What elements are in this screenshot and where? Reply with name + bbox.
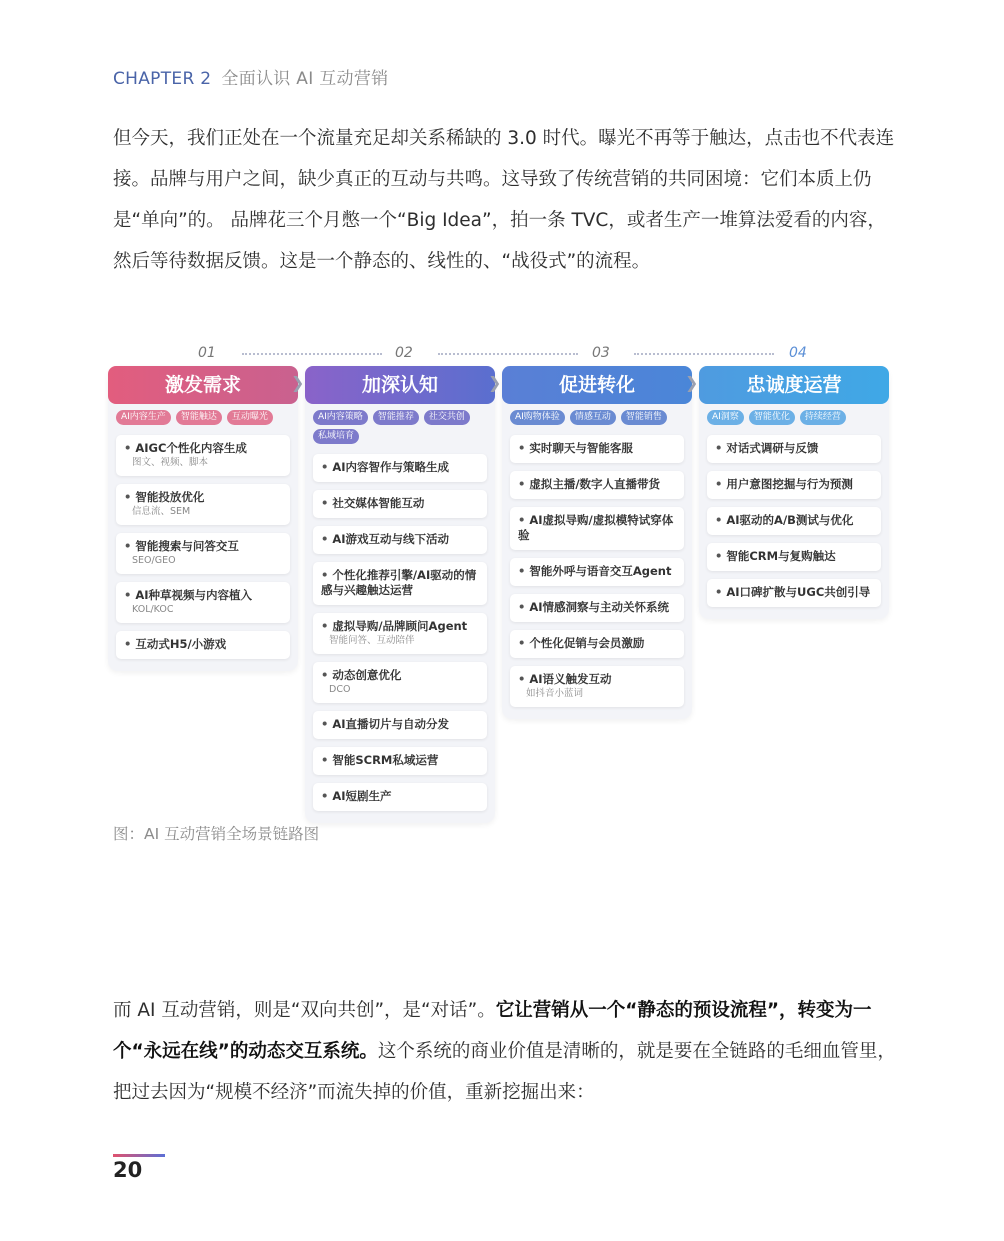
stage-column (305, 340, 495, 823)
stage-item (510, 435, 684, 463)
stage-panel (502, 366, 692, 719)
stage-item (313, 454, 487, 482)
chapter-label: CHAPTER 2 (113, 69, 212, 89)
stage-item-title: • 智能投放优化 (124, 490, 282, 505)
stage-item (116, 582, 290, 623)
stage-item (707, 543, 881, 571)
stage-item (510, 558, 684, 586)
stage-item-title: • 动态创意优化 (321, 668, 479, 683)
stage-item (313, 490, 487, 518)
stage-tags (116, 404, 290, 427)
stage-item-title: • AI口碑扩散与UGC共创引导 (715, 585, 873, 600)
stage-item-title: • 智能搜索与问答交互 (124, 539, 282, 554)
stage-item-title: • 互动式H5/小游戏 (124, 637, 282, 652)
stage-item (707, 471, 881, 499)
stage-item-title: • 虚拟主播/数字人直播带货 (518, 477, 676, 492)
closing-part1: 而 AI 互动营销，则是“双向共创”，是“对话”。 (113, 1000, 496, 1021)
stage-tags (510, 404, 684, 427)
stage-tag: 智能触达 (176, 410, 222, 425)
stage-item-title: • AI情感洞察与主动关怀系统 (518, 600, 676, 615)
stage-tag: AI购物体验 (510, 410, 565, 425)
marketing-chain-figure (108, 340, 898, 803)
stage-item (116, 631, 290, 659)
stage-item-title: • AI游戏互动与线下活动 (321, 532, 479, 547)
stage-item (313, 747, 487, 775)
stage-item (116, 484, 290, 525)
stage-item (313, 613, 487, 654)
chapter-title: 全面认识 AI 互动营销 (221, 69, 389, 89)
stage-item (313, 711, 487, 739)
stage-tag: 智能推荐 (373, 410, 419, 425)
stage-tag: AI洞察 (707, 410, 744, 425)
stage-item (313, 662, 487, 703)
stage-item-subtitle: DCO (329, 684, 351, 695)
closing-bold: 它让营销从一个“静态的预设流程”，转变为一个“永远在线”的动态交互系统。 (113, 1000, 872, 1062)
stage-item-subtitle: SEO/GEO (132, 555, 176, 566)
stage-title: 激发需求 (108, 366, 298, 404)
stage-item (510, 471, 684, 499)
stage-item-subtitle: 图文、视频、脚本 (132, 457, 209, 468)
figure-caption: 图：AI 互动营销全场景链路图 (113, 825, 320, 843)
stage-item-title: • 对话式调研与反馈 (715, 441, 873, 456)
stage-item (510, 630, 684, 658)
stage-item (510, 594, 684, 622)
stage-panel (108, 366, 298, 671)
stage-item-title: • 个性化推荐引擎/AI驱动的情感与兴趣触达运营 (321, 568, 479, 598)
chevron-right-icon: ❯ (291, 373, 305, 392)
stage-tag: AI内容生产 (116, 410, 171, 425)
stage-column (699, 340, 889, 619)
stage-tag: AI内容策略 (313, 410, 368, 425)
page-number: 20 (113, 1158, 143, 1182)
page-number-accent (113, 1154, 165, 1157)
stage-item-title: • 智能外呼与语音交互Agent (518, 564, 676, 579)
stage-item-subtitle: 如抖音小蓝词 (526, 688, 584, 699)
stage-item-title: • AI直播切片与自动分发 (321, 717, 479, 732)
stage-column (108, 340, 298, 671)
closing-paragraph (113, 990, 903, 1113)
stage-item-title: • AI内容智作与策略生成 (321, 460, 479, 475)
chevron-right-icon: ❯ (488, 373, 502, 392)
stage-item-title: • 智能SCRM私域运营 (321, 753, 479, 768)
stage-item-subtitle: KOL/KOC (132, 604, 174, 615)
stage-tag: 社交共创 (424, 410, 470, 425)
stage-item-title: • AI语义触发互动 (518, 672, 676, 687)
stage-item-title: • AI虚拟导购/虚拟模特试穿体验 (518, 513, 676, 543)
stage-item (510, 507, 684, 550)
stage-item-title: • 智能CRM与复购触达 (715, 549, 873, 564)
chevron-right-icon: ❯ (685, 373, 699, 392)
stage-item (707, 507, 881, 535)
stage-item-title: • 虚拟导购/品牌顾问Agent (321, 619, 479, 634)
stage-item-title: • AI短剧生产 (321, 789, 479, 804)
stage-panel (305, 366, 495, 823)
stage-item-title: • AI驱动的A/B测试与优化 (715, 513, 873, 528)
stage-item (510, 666, 684, 707)
stage-item-title: • 用户意图挖掘与行为预测 (715, 477, 873, 492)
stage-number: 04 (789, 345, 807, 361)
stage-item-title: • 社交媒体智能互动 (321, 496, 479, 511)
stage-title: 促进转化 (502, 366, 692, 404)
stage-number: 02 (395, 345, 413, 361)
intro-paragraph: 但今天，我们正处在一个流量充足却关系稀缺的 3.0 时代。曝光不再等于触达，点击也不代表连接。品牌与用户之间，缺少真正的互动与共鸣。这导致了传统营销的共同困境：它们本质上仍是“单向”的。 品牌花三个月憋一个“Big Idea”，拍一条 TVC，或者生产一堆算法爱看的内容，然后等待数据反馈。这是一个静态的、线性的、“战役式”的流程。 (113, 128, 895, 272)
stage-tag: 智能销售 (621, 410, 667, 425)
stage-item-title: • AIGC个性化内容生成 (124, 441, 282, 456)
stage-item (707, 435, 881, 463)
stage-item-subtitle: 信息流、SEM (132, 506, 191, 517)
stage-title: 忠诚度运营 (699, 366, 889, 404)
stage-item-title: • 个性化促销与会员激励 (518, 636, 676, 651)
chapter-header (113, 64, 388, 89)
stage-number: 01 (198, 345, 216, 361)
stage-item (313, 562, 487, 605)
stage-item-subtitle: 智能问答、互动陪伴 (329, 635, 415, 646)
stage-item (313, 783, 487, 811)
stage-tag: 智能优化 (749, 410, 795, 425)
stage-tag: 私域培育 (313, 429, 359, 444)
stage-number: 03 (592, 345, 610, 361)
stage-item (116, 533, 290, 574)
stage-title: 加深认知 (305, 366, 495, 404)
stage-item (116, 435, 290, 476)
stage-tags (707, 404, 881, 427)
stage-item-title: • AI种草视频与内容植入 (124, 588, 282, 603)
stage-panel (699, 366, 889, 619)
stage-item (313, 526, 487, 554)
stage-tags (313, 404, 487, 446)
stage-tag: 持续经营 (800, 410, 846, 425)
stage-tag: 互动曝光 (227, 410, 273, 425)
stage-column (502, 340, 692, 719)
stage-item-title: • 实时聊天与智能客服 (518, 441, 676, 456)
closing-part2: 这个系统的商业价值是清晰的，就是要在全链路的毛细血管里，把过去因为“规模不经济”而流失掉的价值，重新挖掘出来： (113, 1041, 896, 1103)
stage-tag: 情感互动 (570, 410, 616, 425)
stage-item (707, 579, 881, 607)
